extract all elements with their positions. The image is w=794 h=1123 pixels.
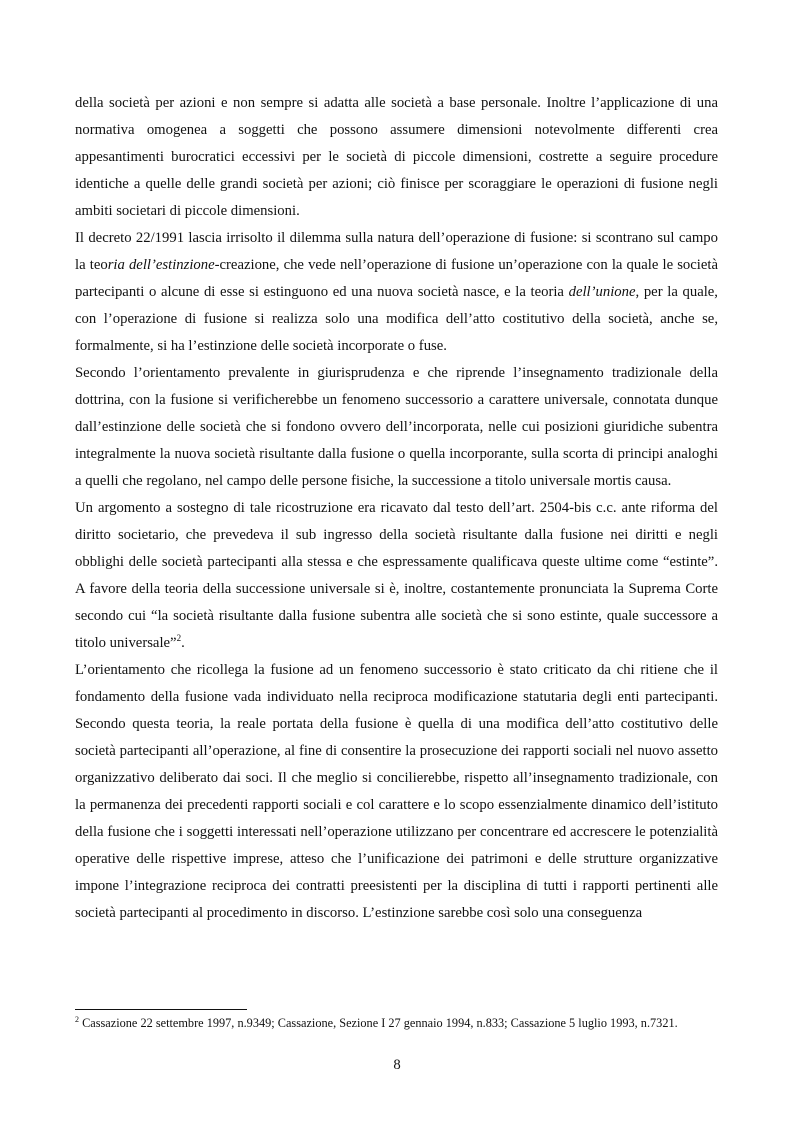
paragraph-2-text-b: -creazione, che vede nell’operazione di fusione un’operazione con la quale le società partecipanti o alcune di esse si estinguono ed una nuova società nasce, e la teoria — [75, 257, 718, 300]
footnote-separator — [75, 1009, 247, 1010]
paragraph-2-text-c: , per la quale, con l’operazione di fusione si realizza solo una modifica dell’atto costitutivo della società, anche se, formalmente, si ha l’estinzione delle società incorporate o fuse. — [75, 284, 718, 354]
page-body — [75, 90, 718, 927]
paragraph-2-italic-a: ria dell’estinzione — [107, 257, 215, 273]
paragraph-4 — [75, 495, 718, 657]
footnote-reference: 2 — [176, 633, 182, 644]
paragraph-5: L’orientamento che ricollega la fusione ad un fenomeno successorio è stato criticato da chi ritiene che il fondamento della fusione vada individuato nella reciproca modificazione statutaria degli enti partecipanti. Secondo questa teoria, la reale portata della fusione è quella di una modifica dell’atto costitutivo delle società partecipanti all’operazione, al fine di consentire la prosecuzione dei rapporti sociali nel nuovo assetto organizzativo deliberato dai soci. Il che meglio si concilierebbe, rispetto all’insegnamento tradizionale, con la permanenza dei precedenti rapporti sociali e col carattere e lo scopo essenzialmente dinamico dell’istituto della fusione che i soggetti interessati nell’operazione utilizzano per concentrare ed accrescere le potenzialità operative delle rispettive imprese, atteso che l’unificazione dei patrimoni e delle strutture organizzative impone l’integrazione reciproca dei contratti preesistenti per la disciplina di tutti i rapporti pertinenti alle società partecipanti al procedimento in discorso. L’estinzione sarebbe così solo una conseguenza — [75, 662, 718, 921]
footnote-text: Cassazione 22 settembre 1997, n.9349; Cassazione, Sezione I 27 gennaio 1994, n.833; Cassazione 5 luglio 1993, n.7321. — [79, 1016, 678, 1030]
paragraph-4-end: . — [181, 635, 185, 651]
footnote-number: 2 — [75, 1014, 79, 1024]
paragraph-2-italic-b: dell’unione — [568, 284, 636, 300]
footnote — [75, 1015, 718, 1031]
paragraph-3: Secondo l’orientamento prevalente in giurisprudenza e che riprende l’insegnamento tradizionale della dottrina, con la fusione si verificherebbe un fenomeno successorio a carattere universale, connotata dunque dall’estinzione delle società che si fondono ovvero dell’incorporata, nelle cui posizioni giuridiche subentra integralmente la nuova società risultante dalla fusione o quella incorporante, sulla scorta di principi analoghi a quelli che regolano, nel campo delle persone fisiche, la successione a titolo universale mortis causa. — [75, 365, 718, 489]
paragraph-2-text-a: Il decreto 22/1991 lascia irrisolto il dilemma sulla natura dell’operazione di fusione: si scontrano sul campo la teo — [75, 230, 718, 273]
page-number: 8 — [393, 1057, 401, 1073]
paragraph-1: della società per azioni e non sempre si adatta alle società a base personale. Inoltre l’applicazione di una normativa omogenea a soggetti che possono assumere dimensioni notevolmente differenti crea appesantimenti burocratici eccessivi per le società di piccole dimensioni, costrette a seguire procedure identiche a quelle delle grandi società per azioni; ciò finisce per scoraggiare le operazioni di fusione negli ambiti societari di piccole dimensioni. — [75, 95, 718, 219]
paragraph-2 — [75, 225, 718, 360]
paragraph-4-text: Un argomento a sostegno di tale ricostruzione era ricavato dal testo dell’art. 2504-bis c.c. ante riforma del diritto societario, che prevedeva il sub ingresso della società risultante dalla fusione nei diritti e negli obblighi delle società partecipanti alla stessa e che espressamente qualificava queste ultime come “estinte”. A favore della teoria della successione universale si è, inoltre, costantemente pronunciata la Suprema Corte secondo cui “la società risultante dalla fusione subentra alle società che si sono estinte, quale successore a titolo universale” — [75, 500, 718, 651]
